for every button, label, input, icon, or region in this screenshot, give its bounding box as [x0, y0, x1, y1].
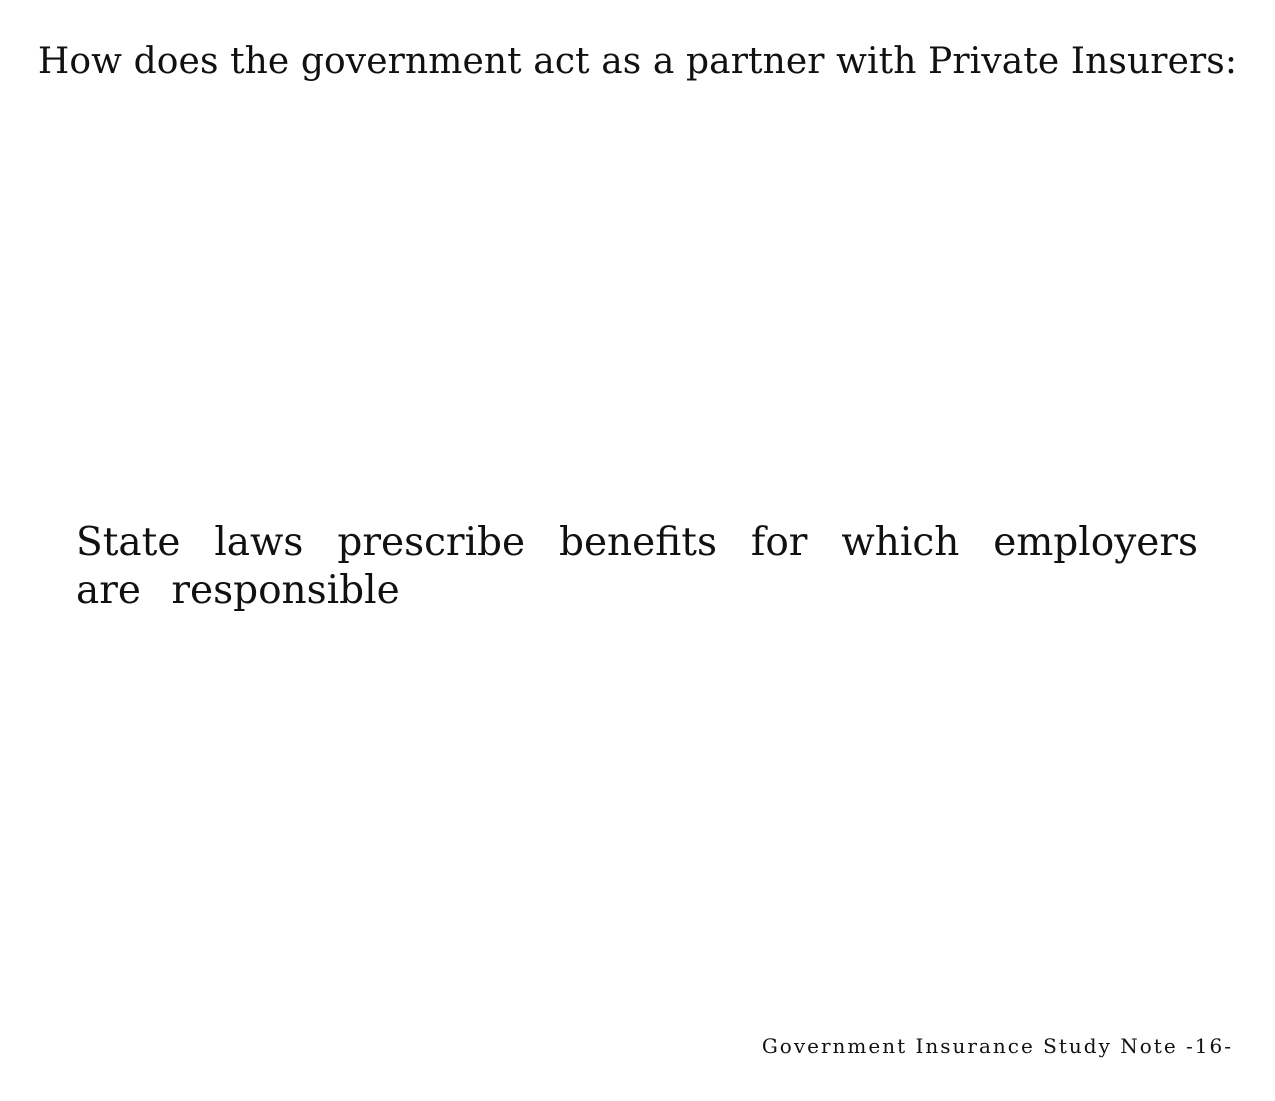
- answer-text: State laws prescribe benefits for which employers are responsible: [76, 520, 1198, 613]
- question-heading: How does the government act as a partner with Private Insurers:: [37, 41, 1238, 82]
- footer-note: Government Insurance Study Note -16-: [761, 1034, 1233, 1058]
